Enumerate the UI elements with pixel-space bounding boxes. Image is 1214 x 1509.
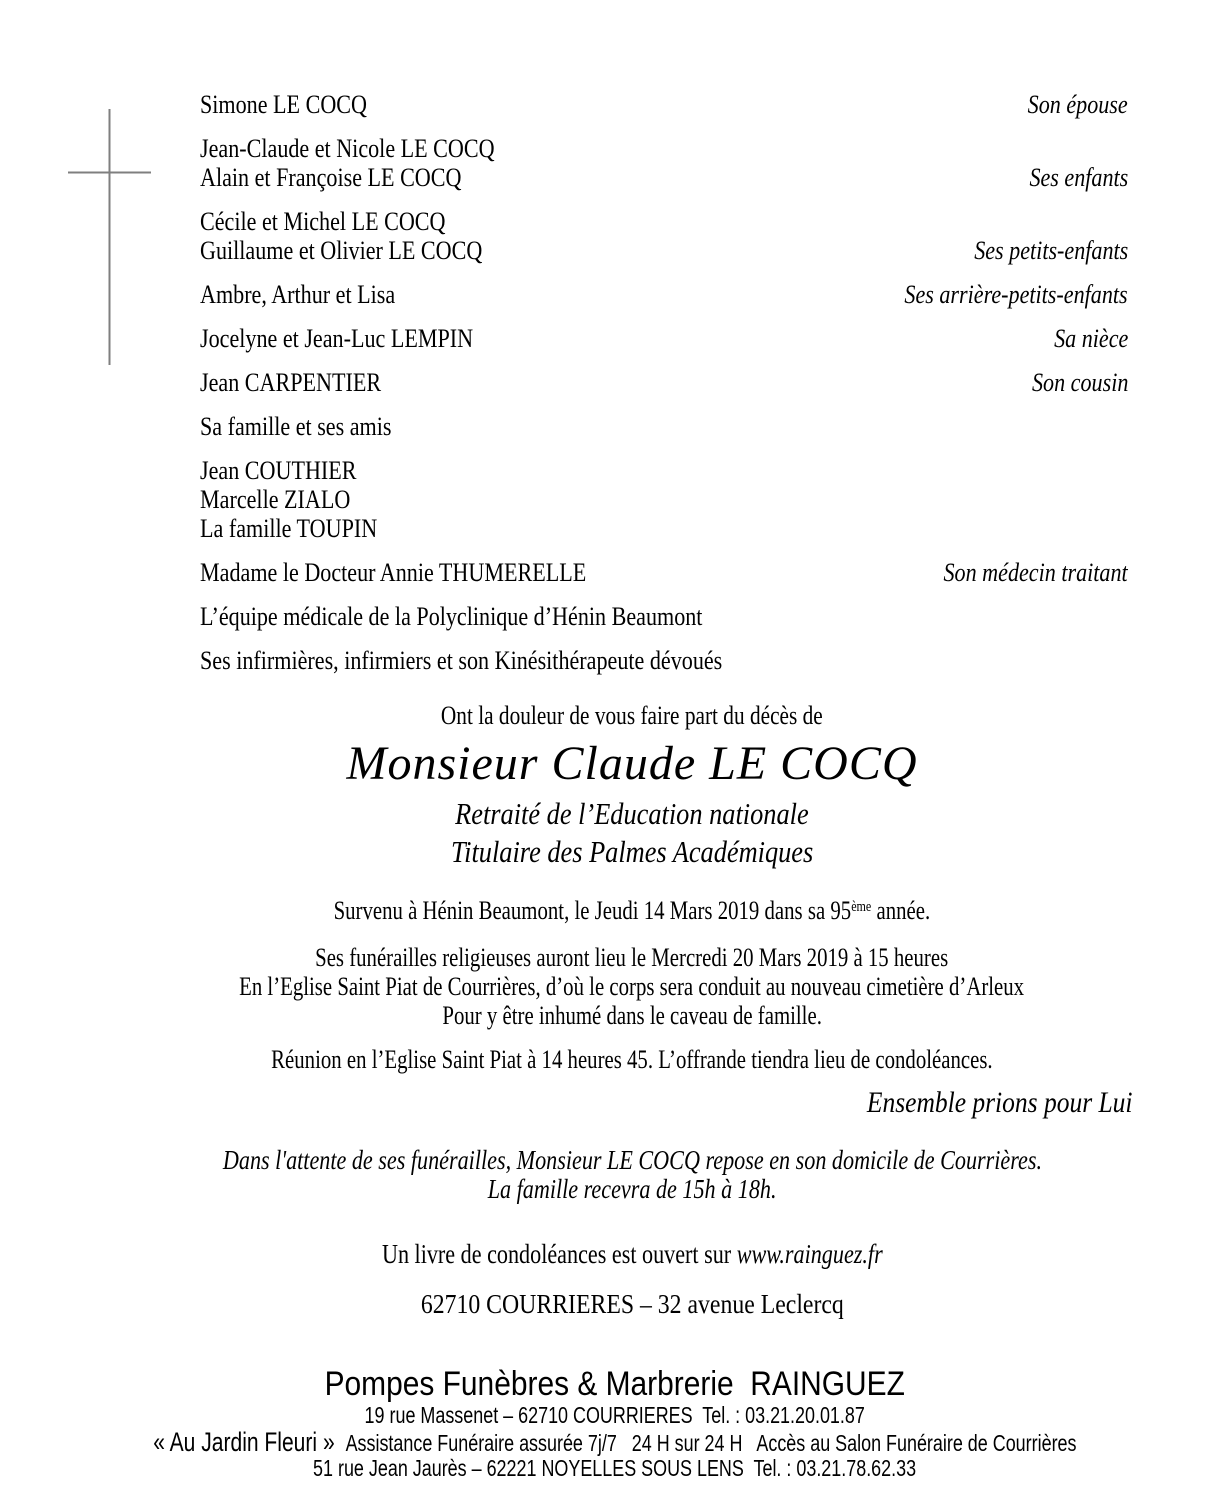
announcement-intro: Ont la douleur de vous faire part du décès de (441, 701, 823, 730)
mourner-name: Jean CARPENTIER (200, 368, 382, 397)
family-row (200, 90, 1128, 119)
mourner-name: Jocelyne et Jean-Luc LEMPIN (200, 324, 474, 353)
funeral-line-2: En l’Eglise Saint Piat de Courrières, d’où le corps sera conduit au nouveau cimetière d’Arleux (239, 972, 1025, 1001)
deceased-title-palmes: Titulaire des Palmes Académiques (450, 834, 814, 869)
relation-label: Sa nièce (1053, 324, 1128, 353)
family-group (200, 90, 1128, 119)
mourner-name: Madame le Docteur Annie THUMERELLE (200, 558, 587, 587)
relation-label: Ses petits-enfants (973, 236, 1128, 265)
mourner-name: L’équipe médicale de la Polyclinique d’Hénin Beaumont (200, 602, 703, 631)
repose-line-2: La famille recevra de 15h à 18h. (487, 1174, 777, 1204)
family-row (200, 368, 1128, 397)
mourner-name: Jean-Claude et Nicole LE COCQ (200, 134, 495, 163)
family-group (200, 412, 1128, 441)
family-group (200, 368, 1128, 397)
deceased-name: Monsieur Claude LE COCQ (346, 737, 918, 790)
reunion-line: Réunion en l’Eglise Saint Piat à 14 heures 45. L’offrande tiendra lieu de condoléances. (271, 1045, 993, 1074)
family-group (200, 602, 1128, 631)
mourner-name: La famille TOUPIN (200, 514, 378, 543)
family-group (200, 558, 1128, 587)
mourner-name: Alain et Françoise LE COCQ (200, 163, 462, 192)
family-row (200, 456, 1128, 485)
funeral-home-name: Pompes Funèbres & Marbrerie RAINGUEZ (324, 1365, 906, 1403)
family-group (200, 134, 1128, 192)
family-row (200, 236, 1128, 265)
mourner-name: Cécile et Michel LE COCQ (200, 207, 446, 236)
mourner-name: Ses infirmières, infirmiers et son Kinésithérapeute dévoués (200, 646, 723, 675)
family-row (200, 514, 1128, 543)
mourner-name: Marcelle ZIALO (200, 485, 351, 514)
relation-label: Ses arrière-petits-enfants (904, 280, 1128, 309)
relation-label: Son cousin (1031, 368, 1128, 397)
family-row (200, 558, 1128, 587)
mourner-name: Jean COUTHIER (200, 456, 357, 485)
funeral-line-3: Pour y être inhumé dans le caveau de famille. (442, 1001, 822, 1030)
condolence-book-line: Un livre de condoléances est ouvert sur www.rainguez.fr (381, 1239, 883, 1269)
prayer-line: Ensemble prions pour Lui (867, 1086, 1133, 1119)
relation-label: Ses enfants (1029, 163, 1128, 192)
family-group (200, 456, 1128, 543)
funeral-line-1: Ses funérailles religieuses auront lieu le Mercredi 20 Mars 2019 à 15 heures (315, 943, 949, 972)
condolence-website: www.rainguez.fr (736, 1239, 883, 1269)
cross-icon (0, 0, 200, 400)
family-row (200, 412, 1128, 441)
mourner-name: Guillaume et Olivier LE COCQ (200, 236, 483, 265)
repose-line-1: Dans l'attente de ses funérailles, Monsieur LE COCQ repose en son domicile de Courrières. (222, 1145, 1042, 1175)
family-row (200, 163, 1128, 192)
family-group (200, 207, 1128, 265)
family-group (200, 280, 1128, 309)
deceased-title-retired: Retraité de l’Education nationale (455, 796, 809, 831)
ordinal-superscript: ème (851, 898, 872, 915)
death-event-line: Survenu à Hénin Beaumont, le Jeudi 14 Mars 2019 dans sa 95ème année. (333, 896, 931, 925)
funeral-home-brand-quote: « Au Jardin Fleuri » (153, 1427, 335, 1457)
family-row (200, 207, 1128, 236)
deceased-address-line: 62710 COURRIERES – 32 avenue Leclercq (420, 1289, 844, 1319)
family-row (200, 324, 1128, 353)
family-row (200, 646, 1128, 675)
family-row (200, 134, 1128, 163)
family-row (200, 602, 1128, 631)
family-list (200, 90, 1128, 690)
funeral-home-address-1: 19 rue Massenet – 62710 COURRIERES Tel. : 03.21.20.01.87 (364, 1402, 866, 1428)
family-group (200, 646, 1128, 675)
relation-label: Son épouse (1027, 90, 1128, 119)
family-row (200, 280, 1128, 309)
mourner-name: Sa famille et ses amis (200, 412, 392, 441)
family-group (200, 324, 1128, 353)
funeral-home-services: « Au Jardin Fleuri » Assistance Funéraire assurée 7j/7 24 H sur 24 H Accès au Salon Funéraire de Courrières (153, 1427, 1077, 1457)
relation-label: Son médecin traitant (943, 558, 1128, 587)
mourner-name: Simone LE COCQ (200, 90, 367, 119)
funeral-home-address-2: 51 rue Jean Jaurès – 62221 NOYELLES SOUS LENS Tel. : 03.21.78.62.33 (313, 1455, 917, 1481)
mourner-name: Ambre, Arthur et Lisa (200, 280, 396, 309)
family-row (200, 485, 1128, 514)
